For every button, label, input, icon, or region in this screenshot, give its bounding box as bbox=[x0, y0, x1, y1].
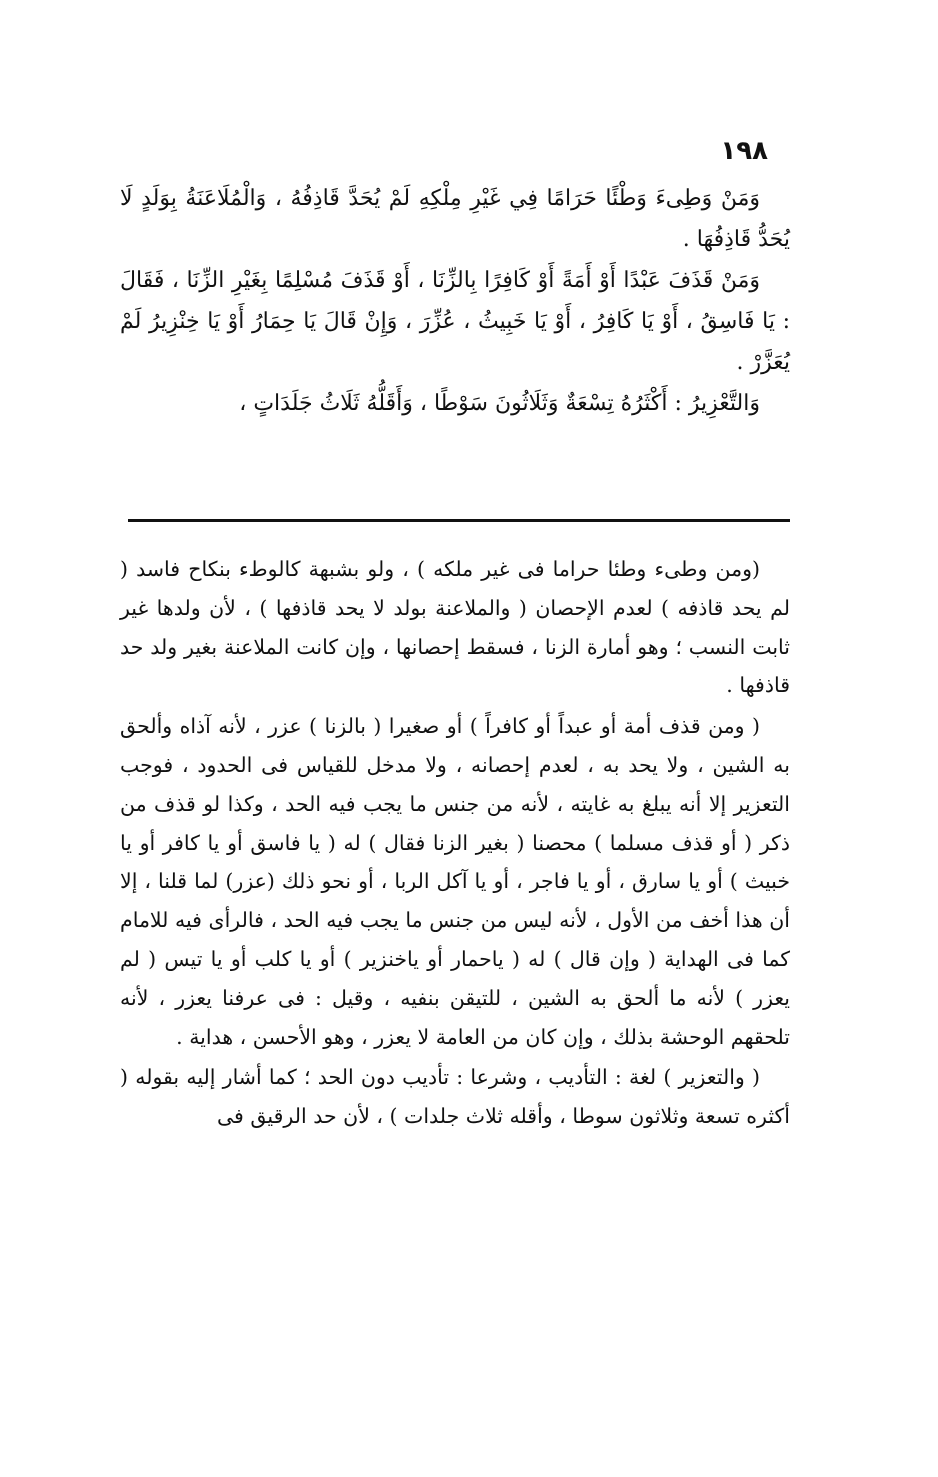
main-text-paragraph: وَمَنْ قَذَفَ عَبْدًا أَوْ أَمَةً أَوْ كَافِرًا بِالزِّنَا ، أَوْ قَذَفَ مُسْلِمًا بِغَيْرِ الزِّنَا ، فَقَالَ : يَا فَاسِقُ ، أَوْ يَا كَافِرُ ، أَوْ يَا خَبِيثُ ، عُزِّرَ ، وَإِنْ قَالَ يَا حِمَارُ أَوْ يَا خِنْزِيرُ لَمْ يُعَزَّرْ . bbox=[120, 268, 790, 375]
page-number: ١٩٨ bbox=[720, 136, 768, 166]
commentary-paragraph: (ومن وطىء وطئا حراما فى غير ملكه ) ، ولو بشبهة كالوطء بنكاح فاسد ( لم يحد قاذفه ) لعدم الإحصان ( والملاعنة بولد لا يحد قاذفها ) ، لأن ولدها غير ثابت النسب ؛ وهو أمارة الزنا ، فسقط إحصانها ، وإن كانت الملاعنة بغير ولد حد قاذفها . bbox=[120, 557, 790, 698]
commentary-text bbox=[120, 550, 790, 1138]
main-text bbox=[120, 178, 790, 424]
main-text-paragraph: وَالتَّعْزِيرُ : أَكْثَرُهُ تِسْعَةٌ وَثَلَاثُونَ سَوْطًا ، وَأَقَلُّهُ ثَلَاثُ جَلَدَاتٍ ، bbox=[239, 391, 760, 416]
commentary-paragraph: ( ومن قذف أمة أو عبداً أو كافراً ) أو صغيرا ( بالزنا ) عزر ، لأنه آذاه وألحق به الشين ، ولا يحد به ، لعدم إحصانه ، ولا مدخل للقياس فى الحدود ، فوجب التعزير إلا أنه يبلغ به غايته ، لأنه من جنس ما يجب فيه الحد ، وكذا لو قذف من ذكر ( أو قذف مسلما ) محصنا ( بغير الزنا فقال ) له ( يا فاسق أو يا كافر أو يا خبيث ) أو يا سارق ، أو يا فاجر ، أو يا آكل الربا ، أو نحو ذلك (عزر) لما قلنا ، إلا أن هذا أخف من الأول ، لأنه ليس من جنس ما يجب فيه الحد ، فالرأى فيه للامام كما فى الهداية ( وإن قال ) له ( ياحمار أو ياخنزير ) أو يا كلب أو يا تيس ( لم يعزر ) لأنه ما ألحق به الشين ، للتيقن بنفيه ، وقيل : فى عرفنا يعزر ، لأنه تلحقهم الوحشة بذلك ، وإن كان من العامة لا يعزر ، وهو الأحسن ، هداية . bbox=[120, 714, 790, 1049]
commentary-paragraph: ( والتعزير ) لغة : التأديب ، وشرعا : تأديب دون الحد ؛ كما أشار إليه بقوله ( أكثره تسعة وثلاثون سوطا ، وأقله ثلاث جلدات ) ، لأن حد الرقيق فى bbox=[120, 1065, 790, 1129]
main-text-paragraph: وَمَنْ وَطِىءَ وَطْئًا حَرَامًا فِي غَيْرِ مِلْكِهِ لَمْ يُحَدَّ قَاذِفُهُ ، وَالْمُلَاعَنَةُ بِوَلَدٍ لَا يُحَدُّ قَاذِفُهَا . bbox=[120, 186, 790, 252]
divider-line bbox=[128, 519, 790, 522]
